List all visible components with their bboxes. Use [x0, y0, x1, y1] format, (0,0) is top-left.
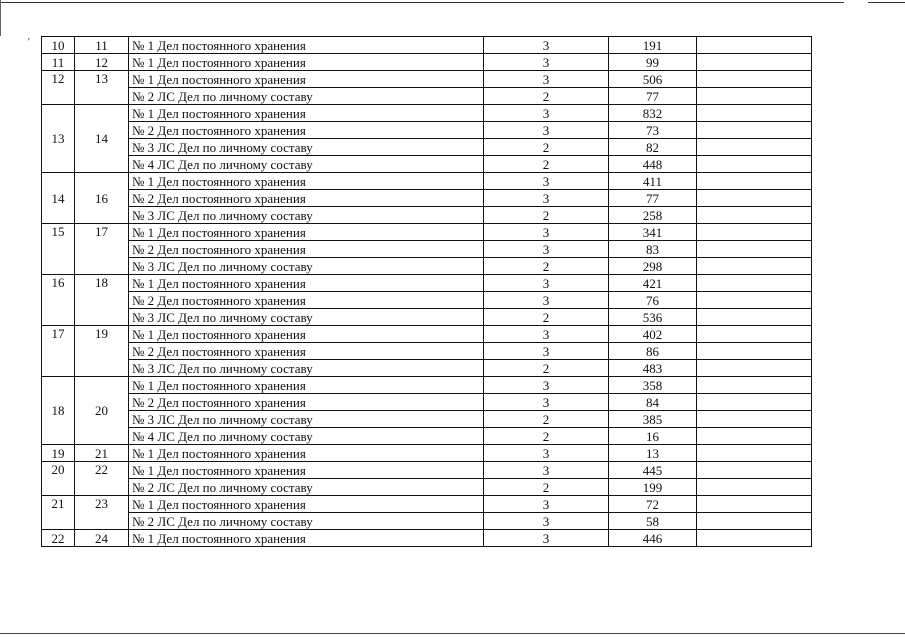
cell-note [697, 88, 812, 105]
cell-category: 3 [484, 54, 609, 71]
cell-note [697, 105, 812, 122]
cell-file-count: 199 [609, 479, 697, 496]
table-row [42, 428, 812, 445]
cell-file-count: 83 [609, 241, 697, 258]
cell-inventory-title: № 1 Дел постоянного хранения [129, 462, 484, 479]
cell-fund-number: 12 [75, 54, 129, 71]
table-row [42, 343, 812, 360]
cell-inventory-title: № 4 ЛС Дел по личному составу [129, 428, 484, 445]
cell-category: 3 [484, 496, 609, 513]
cell-note [697, 207, 812, 224]
cell-note [697, 190, 812, 207]
cell-row-number: 14 [42, 173, 75, 224]
cell-category: 2 [484, 360, 609, 377]
table-row [42, 394, 812, 411]
cell-inventory-title: № 2 Дел постоянного хранения [129, 292, 484, 309]
cell-category: 2 [484, 156, 609, 173]
cell-file-count: 16 [609, 428, 697, 445]
cell-inventory-title: № 1 Дел постоянного хранения [129, 71, 484, 88]
table-row [42, 445, 812, 462]
cell-inventory-title: № 1 Дел постоянного хранения [129, 377, 484, 394]
cell-note [697, 428, 812, 445]
cell-row-number: 19 [42, 445, 75, 462]
cell-note [697, 479, 812, 496]
cell-file-count: 77 [609, 88, 697, 105]
cell-note [697, 122, 812, 139]
cell-inventory-title: № 2 Дел постоянного хранения [129, 190, 484, 207]
table-row [42, 513, 812, 530]
cell-note [697, 275, 812, 292]
cell-inventory-title: № 3 ЛС Дел по личному составу [129, 139, 484, 156]
table-row [42, 88, 812, 105]
cell-note [697, 54, 812, 71]
cell-row-number: 13 [42, 105, 75, 173]
cell-inventory-title: № 3 ЛС Дел по личному составу [129, 207, 484, 224]
table-row [42, 360, 812, 377]
cell-inventory-title: № 1 Дел постоянного хранения [129, 326, 484, 343]
cell-fund-number: 17 [75, 224, 129, 275]
cell-file-count: 77 [609, 190, 697, 207]
cell-category: 3 [484, 71, 609, 88]
cell-fund-number: 22 [75, 462, 129, 496]
cell-inventory-title: № 1 Дел постоянного хранения [129, 37, 484, 54]
cell-row-number: 10 [42, 37, 75, 54]
cell-category: 3 [484, 275, 609, 292]
cell-file-count: 73 [609, 122, 697, 139]
table-row [42, 207, 812, 224]
cell-file-count: 536 [609, 309, 697, 326]
cell-category: 3 [484, 326, 609, 343]
cell-row-number: 16 [42, 275, 75, 326]
table-row [42, 37, 812, 54]
cell-inventory-title: № 3 ЛС Дел по личному составу [129, 411, 484, 428]
cell-note [697, 258, 812, 275]
cell-file-count: 358 [609, 377, 697, 394]
cell-file-count: 448 [609, 156, 697, 173]
cell-note [697, 309, 812, 326]
table-body [42, 37, 812, 547]
table-row [42, 530, 812, 547]
cell-row-number: 11 [42, 54, 75, 71]
cell-inventory-title: № 4 ЛС Дел по личному составу [129, 156, 484, 173]
cell-note [697, 445, 812, 462]
cell-file-count: 86 [609, 343, 697, 360]
cell-inventory-title: № 3 ЛС Дел по личному составу [129, 360, 484, 377]
table-row [42, 190, 812, 207]
cell-inventory-title: № 2 ЛС Дел по личному составу [129, 88, 484, 105]
table-row [42, 156, 812, 173]
cell-note [697, 224, 812, 241]
cell-note [697, 71, 812, 88]
cell-fund-number: 24 [75, 530, 129, 547]
cell-note [697, 530, 812, 547]
table-row [42, 122, 812, 139]
cell-row-number: 20 [42, 462, 75, 496]
cell-fund-number: 11 [75, 37, 129, 54]
cell-fund-number: 19 [75, 326, 129, 377]
cell-file-count: 191 [609, 37, 697, 54]
cell-row-number: 17 [42, 326, 75, 377]
cell-category: 2 [484, 411, 609, 428]
cell-inventory-title: № 2 ЛС Дел по личному составу [129, 513, 484, 530]
cell-category: 2 [484, 258, 609, 275]
cell-category: 2 [484, 428, 609, 445]
cell-note [697, 139, 812, 156]
cell-inventory-title: № 2 Дел постоянного хранения [129, 122, 484, 139]
table-row [42, 139, 812, 156]
cell-category: 3 [484, 377, 609, 394]
cell-file-count: 446 [609, 530, 697, 547]
cell-file-count: 82 [609, 139, 697, 156]
cell-category: 3 [484, 122, 609, 139]
cell-category: 3 [484, 394, 609, 411]
cell-category: 2 [484, 309, 609, 326]
cell-row-number: 12 [42, 71, 75, 105]
scan-edge-top-right [868, 2, 905, 3]
cell-inventory-title: № 1 Дел постоянного хранения [129, 173, 484, 190]
cell-fund-number: 23 [75, 496, 129, 530]
cell-inventory-title: № 2 Дел постоянного хранения [129, 394, 484, 411]
cell-category: 2 [484, 207, 609, 224]
cell-file-count: 76 [609, 292, 697, 309]
cell-category: 3 [484, 105, 609, 122]
cell-note [697, 394, 812, 411]
cell-file-count: 832 [609, 105, 697, 122]
table-row [42, 241, 812, 258]
cell-file-count: 341 [609, 224, 697, 241]
cell-file-count: 483 [609, 360, 697, 377]
cell-file-count: 445 [609, 462, 697, 479]
table-row [42, 54, 812, 71]
cell-category: 2 [484, 479, 609, 496]
cell-inventory-title: № 1 Дел постоянного хранения [129, 54, 484, 71]
cell-inventory-title: № 2 ЛС Дел по личному составу [129, 479, 484, 496]
cell-note [697, 156, 812, 173]
cell-category: 3 [484, 241, 609, 258]
table-row [42, 411, 812, 428]
cell-fund-number: 16 [75, 173, 129, 224]
cell-note [697, 343, 812, 360]
cell-file-count: 411 [609, 173, 697, 190]
fund-registry-table [41, 36, 812, 547]
table-row [42, 462, 812, 479]
cell-category: 3 [484, 530, 609, 547]
cell-note [697, 411, 812, 428]
cell-row-number: 21 [42, 496, 75, 530]
cell-category: 3 [484, 190, 609, 207]
scan-edge-left [0, 0, 1, 36]
scan-edge-bottom [0, 633, 905, 634]
cell-inventory-title: № 1 Дел постоянного хранения [129, 105, 484, 122]
cell-fund-number: 21 [75, 445, 129, 462]
table-row [42, 258, 812, 275]
table-row [42, 224, 812, 241]
cell-category: 2 [484, 88, 609, 105]
cell-fund-number: 18 [75, 275, 129, 326]
cell-note [697, 173, 812, 190]
cell-category: 3 [484, 37, 609, 54]
cell-note [697, 360, 812, 377]
cell-inventory-title: № 1 Дел постоянного хранения [129, 445, 484, 462]
table-row [42, 496, 812, 513]
cell-category: 2 [484, 139, 609, 156]
cell-note [697, 513, 812, 530]
cell-category: 3 [484, 462, 609, 479]
table-row [42, 377, 812, 394]
cell-category: 3 [484, 513, 609, 530]
cell-note [697, 37, 812, 54]
table-row [42, 309, 812, 326]
cell-note [697, 496, 812, 513]
table-row [42, 173, 812, 190]
cell-fund-number: 13 [75, 71, 129, 105]
cell-category: 3 [484, 343, 609, 360]
cell-category: 3 [484, 224, 609, 241]
cell-file-count: 99 [609, 54, 697, 71]
corner-mark: ' [28, 37, 30, 48]
cell-row-number: 18 [42, 377, 75, 445]
cell-file-count: 385 [609, 411, 697, 428]
table-row [42, 71, 812, 88]
cell-fund-number: 20 [75, 377, 129, 445]
cell-file-count: 298 [609, 258, 697, 275]
cell-inventory-title: № 2 Дел постоянного хранения [129, 241, 484, 258]
table-row [42, 105, 812, 122]
cell-fund-number: 14 [75, 105, 129, 173]
cell-inventory-title: № 1 Дел постоянного хранения [129, 496, 484, 513]
cell-file-count: 58 [609, 513, 697, 530]
cell-note [697, 462, 812, 479]
scan-edge-top [0, 2, 844, 3]
table-row [42, 326, 812, 343]
cell-category: 3 [484, 445, 609, 462]
cell-file-count: 421 [609, 275, 697, 292]
cell-inventory-title: № 3 ЛС Дел по личному составу [129, 309, 484, 326]
table-row [42, 292, 812, 309]
cell-note [697, 292, 812, 309]
cell-note [697, 326, 812, 343]
cell-note [697, 377, 812, 394]
cell-file-count: 258 [609, 207, 697, 224]
cell-category: 3 [484, 292, 609, 309]
cell-row-number: 22 [42, 530, 75, 547]
cell-inventory-title: № 1 Дел постоянного хранения [129, 530, 484, 547]
cell-file-count: 506 [609, 71, 697, 88]
cell-category: 3 [484, 173, 609, 190]
cell-file-count: 72 [609, 496, 697, 513]
cell-inventory-title: № 1 Дел постоянного хранения [129, 224, 484, 241]
cell-row-number: 15 [42, 224, 75, 275]
cell-inventory-title: № 3 ЛС Дел по личному составу [129, 258, 484, 275]
cell-inventory-title: № 1 Дел постоянного хранения [129, 275, 484, 292]
cell-note [697, 241, 812, 258]
cell-file-count: 84 [609, 394, 697, 411]
cell-file-count: 402 [609, 326, 697, 343]
cell-inventory-title: № 2 Дел постоянного хранения [129, 343, 484, 360]
table-row [42, 479, 812, 496]
table-row [42, 275, 812, 292]
cell-file-count: 13 [609, 445, 697, 462]
